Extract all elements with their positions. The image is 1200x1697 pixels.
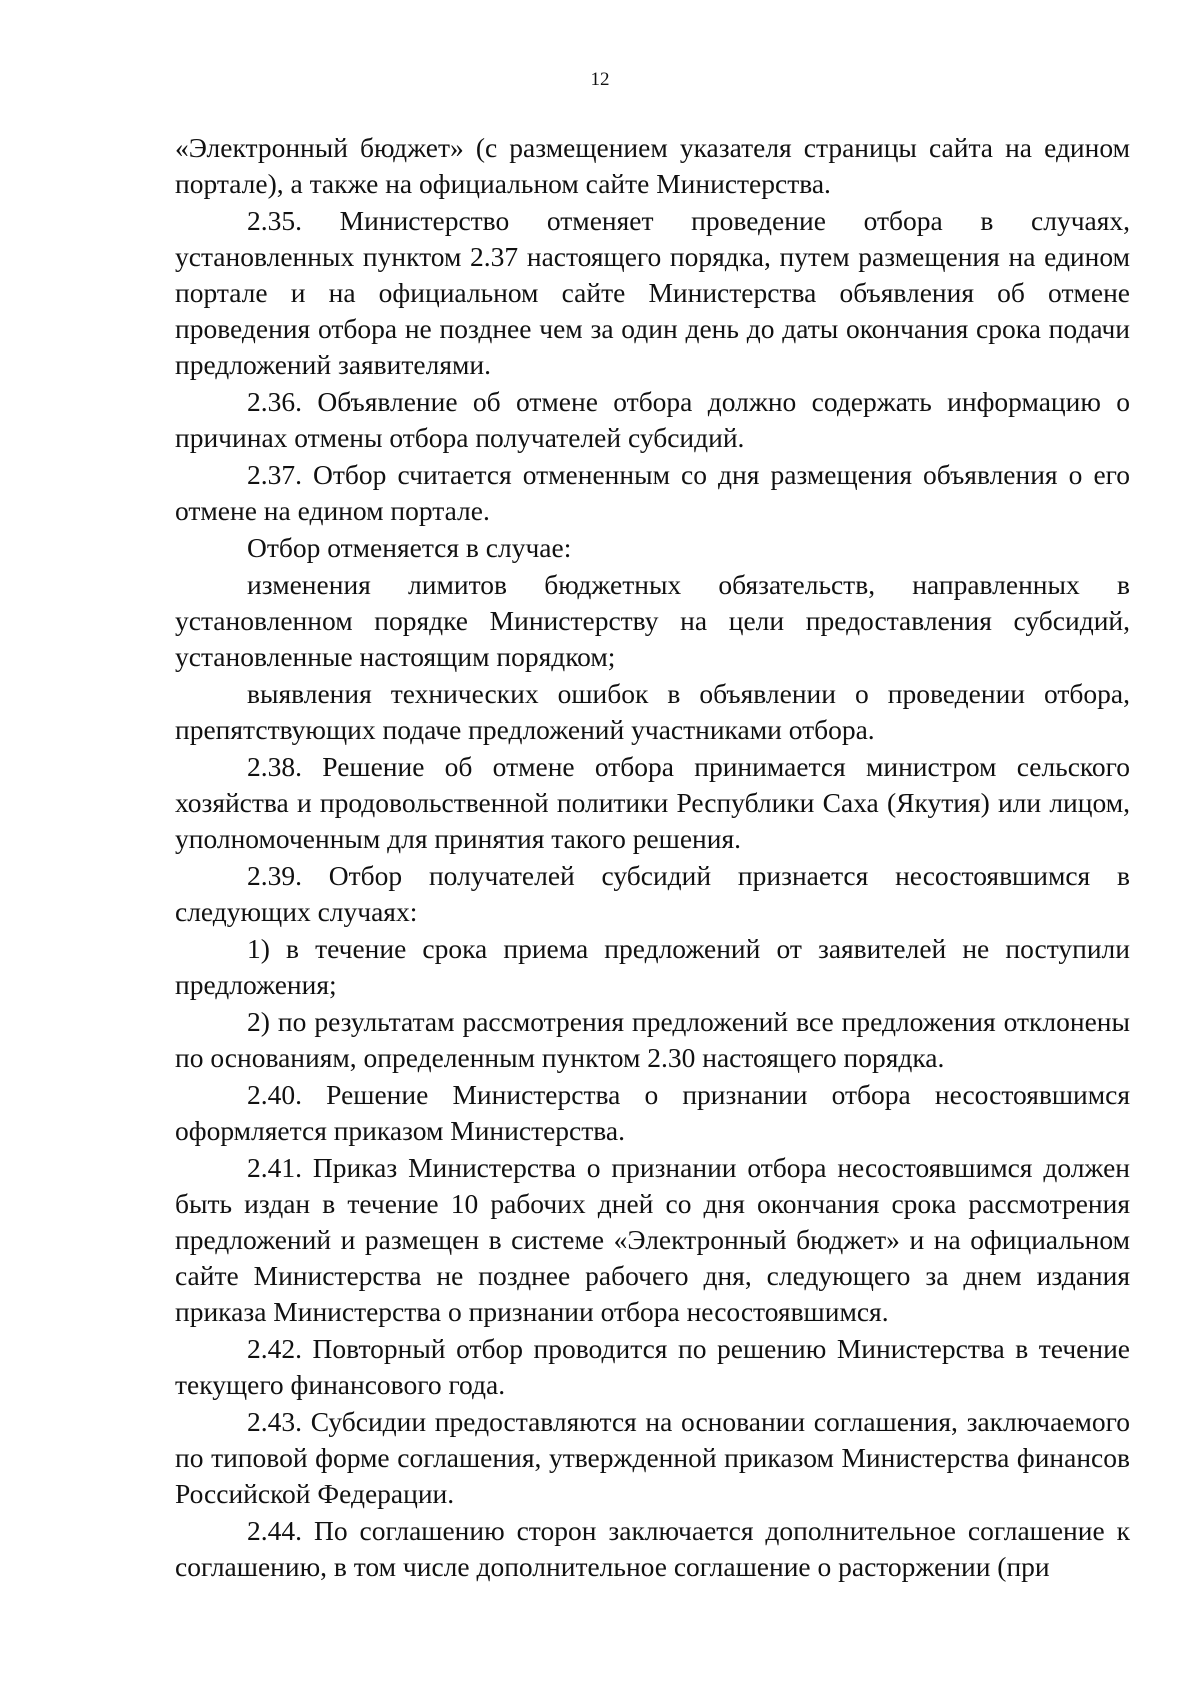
- paragraph-2-38: 2.38. Решение об отмене отбора принимается министром сельского хозяйства и продовольственной политики Республики Саха (Якутия) или лицом, уполномоченным для принятия такого решения.: [175, 751, 1130, 854]
- paragraph-2-40: 2.40. Решение Министерства о признании отбора несостоявшимся оформляется приказом Министерства.: [175, 1079, 1130, 1146]
- paragraph-2-39-item-1: 1) в течение срока приема предложений от заявителей не поступили предложения;: [175, 933, 1130, 1000]
- paragraph-2-43: 2.43. Субсидии предоставляются на основании соглашения, заключаемого по типовой форме соглашения, утвержденной приказом Министерства финансов Российской Федерации.: [175, 1406, 1130, 1509]
- paragraph-2-35: 2.35. Министерство отменяет проведение отбора в случаях, установленных пунктом 2.37 настоящего порядка, путем размещения на едином портале и на официальном сайте Министерства объявления об отмене проведения отбора не позднее чем за один день до даты окончания срока подачи предложений заявителями.: [175, 205, 1130, 380]
- paragraph-2-36: 2.36. Объявление об отмене отбора должно содержать информацию о причинах отмены отбора получателей субсидий.: [175, 386, 1130, 453]
- paragraph-cancellation-case-1: изменения лимитов бюджетных обязательств, направленных в установленном порядке Министерству на цели предоставления субсидий, установленные настоящим порядком;: [175, 569, 1130, 672]
- page-number: 12: [590, 69, 610, 90]
- document-body: [175, 130, 1130, 1585]
- paragraph-cancellation-intro: Отбор отменяется в случае:: [247, 532, 572, 563]
- paragraph-continuation: «Электронный бюджет» (с размещением указателя страницы сайта на едином портале), а также на официальном сайте Министерства.: [175, 132, 1130, 199]
- paragraph-2-39: 2.39. Отбор получателей субсидий признается несостоявшимся в следующих случаях:: [175, 860, 1130, 927]
- paragraph-2-37: 2.37. Отбор считается отмененным со дня размещения объявления о его отмене на едином портале.: [175, 459, 1130, 526]
- paragraph-cancellation-case-2: выявления технических ошибок в объявлении о проведении отбора, препятствующих подаче предложений участниками отбора.: [175, 678, 1130, 745]
- paragraph-2-42: 2.42. Повторный отбор проводится по решению Министерства в течение текущего финансового года.: [175, 1333, 1130, 1400]
- paragraph-2-41: 2.41. Приказ Министерства о признании отбора несостоявшимся должен быть издан в течение 10 рабочих дней со дня окончания срока рассмотрения предложений и размещен в системе «Электронный бюджет» и на официальном сайте Министерства не позднее рабочего дня, следующего за днем издания приказа Министерства о признании отбора несостоявшимся.: [175, 1152, 1130, 1327]
- paragraph-2-39-item-2: 2) по результатам рассмотрения предложений все предложения отклонены по основаниям, определенным пунктом 2.30 настоящего порядка.: [175, 1006, 1130, 1073]
- paragraph-2-44: 2.44. По соглашению сторон заключается дополнительное соглашение к соглашению, в том числе дополнительное соглашение о расторжении (при: [175, 1515, 1130, 1582]
